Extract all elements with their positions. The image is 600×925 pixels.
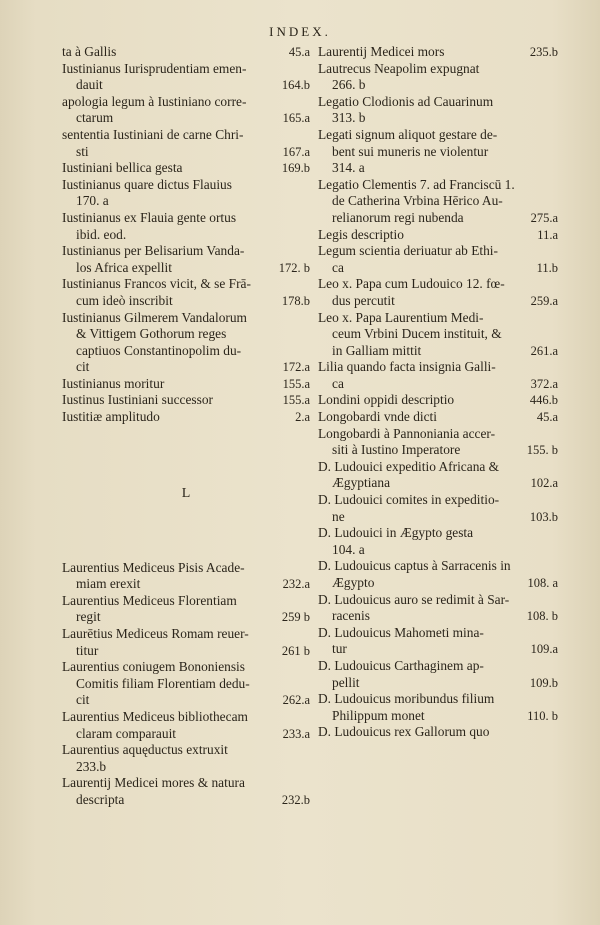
- index-entry: [318, 44, 558, 61]
- page-reference: 232.b: [281, 792, 310, 807]
- right-column: [318, 44, 558, 741]
- page-reference: 262.a: [282, 693, 310, 708]
- index-entry: [62, 160, 310, 177]
- index-entry: [318, 459, 558, 492]
- index-entry: [62, 310, 310, 376]
- entry-text: Leo x. Papa cum Ludouico 12. fœ-: [318, 276, 505, 292]
- entry-text: Laurentius coniugem Bononiensis: [62, 659, 245, 675]
- page-reference: 155.a: [282, 376, 310, 391]
- page-reference: 446.b: [529, 393, 558, 408]
- entry-text: sententia Iustiniani de carne Chri-: [62, 126, 244, 142]
- entry-text: ta à Gallis: [62, 44, 117, 59]
- page-reference: 172. b: [278, 260, 310, 275]
- entry-text: D. Ludouicus auro se redimit à Sar-: [318, 591, 510, 607]
- index-entry: [318, 359, 558, 392]
- entry-text: cum ideò inscribit: [76, 292, 173, 308]
- page-reference: 11.a: [537, 227, 558, 242]
- entry-text: siti à Iustino Imperatore: [332, 442, 461, 458]
- entry-text: ca: [332, 259, 344, 275]
- entry-text: Leo x. Papa Laurentium Medi-: [318, 309, 484, 325]
- entry-text: cit: [76, 359, 90, 375]
- index-entry: [62, 659, 310, 709]
- index-entry: [318, 177, 558, 227]
- index-entry: [318, 658, 558, 691]
- entry-text: Laurentius Mediceus bibliothecam: [62, 709, 248, 724]
- entry-text: miam erexit: [76, 576, 141, 592]
- page-reference: 259.a: [530, 293, 558, 308]
- page-reference: 167.a: [282, 144, 310, 159]
- entry-text: Longobardi à Pannoniania accer-: [318, 425, 496, 441]
- entry-text: Laurentius Mediceus Pisis Acade-: [62, 559, 245, 575]
- page-reference: 155.a: [282, 393, 310, 408]
- entry-text: Laurentius Mediceus Florentiam: [62, 592, 237, 608]
- entry-text: Iustinianus Francos vicit, & se Frā-: [62, 276, 251, 292]
- page-reference: 108. b: [526, 609, 558, 624]
- index-entry: [62, 243, 310, 276]
- index-entry: [318, 392, 558, 409]
- entry-text: Iustinianus Gilmerem Vandalorum: [62, 309, 247, 325]
- index-entry: [62, 409, 310, 426]
- index-entry: [318, 691, 558, 724]
- index-entry: [62, 626, 310, 659]
- page-reference: 233.a: [282, 726, 310, 741]
- index-entry: [318, 724, 558, 741]
- entry-text: Legati signum aliquot gestare de-: [318, 126, 498, 142]
- page-reference: 165.a: [282, 111, 310, 126]
- index-entry: [62, 177, 310, 210]
- entry-text: Iustiniani bellica gesta: [62, 160, 183, 176]
- entry-text: D. Ludouicus Carthaginem ap-: [318, 657, 484, 673]
- left-column: [62, 44, 310, 809]
- entry-text: in Galliam mittit: [332, 342, 422, 358]
- page-reference: 164.b: [281, 78, 310, 93]
- entry-text: sti: [76, 143, 89, 159]
- entry-text: D. Ludouicus Mahometi mina-: [318, 624, 484, 640]
- entry-text: tur: [332, 641, 347, 657]
- entry-text: 266. b: [332, 77, 366, 93]
- index-entry: [318, 592, 558, 625]
- section-letter-l: L: [181, 485, 191, 501]
- index-entry: [62, 94, 310, 127]
- entry-text: dauit: [76, 77, 103, 93]
- index-entry: [62, 560, 310, 593]
- entry-text: Lautrecus Neapolim expugnat: [318, 60, 480, 76]
- entry-text: Laurentij Medicei mors: [318, 44, 445, 59]
- entry-text: Philippum monet: [332, 707, 425, 723]
- page-reference: 102.a: [530, 476, 558, 491]
- left-l-entries: [62, 560, 310, 809]
- entry-text: 104. a: [332, 541, 365, 557]
- index-entry: [318, 558, 558, 591]
- entry-text: Laurentij Medicei mores & natura: [62, 775, 245, 791]
- index-entry: [62, 593, 310, 626]
- entry-text: Comitis filiam Florentiam dedu-: [76, 675, 250, 691]
- page-reference: 110. b: [527, 708, 558, 723]
- entry-text: los Africa expellit: [76, 259, 172, 275]
- entry-text: ca: [332, 375, 344, 391]
- index-entry: [318, 310, 558, 360]
- index-entry: [318, 243, 558, 276]
- entry-text: Iustinianus per Belisarium Vanda-: [62, 243, 245, 259]
- page-reference: 2.a: [295, 410, 310, 425]
- page-reference: 172.a: [282, 360, 310, 375]
- index-entry: [318, 127, 558, 177]
- entry-text: D. Ludouici comites in expeditio-: [318, 492, 500, 508]
- entry-text: & Vittigem Gothorum reges: [76, 326, 227, 342]
- entry-text: Legatio Clementis 7. ad Franciscū 1.: [318, 176, 515, 192]
- page-reference: 169.b: [281, 161, 310, 176]
- entry-text: claram comparauit: [76, 725, 177, 741]
- entry-text: ne: [332, 508, 345, 524]
- index-entry: [318, 426, 558, 459]
- section-gap: [62, 504, 310, 560]
- index-entry: [318, 492, 558, 525]
- entry-text: Legis descriptio: [318, 226, 404, 242]
- entry-text: D. Ludouicus moribundus filium: [318, 691, 495, 707]
- index-entry: [318, 525, 558, 558]
- index-entry: [318, 61, 558, 94]
- entry-text: Ægypto: [332, 575, 375, 590]
- entry-text: dus percutit: [332, 292, 395, 308]
- entry-text: racenis: [332, 608, 370, 624]
- entry-text: Longobardi vnde dicti: [318, 409, 437, 425]
- page-reference: 261 b: [281, 643, 310, 658]
- entry-text: D. Ludouicus rex Gallorum quo: [318, 724, 490, 740]
- entry-text: Legatio Clodionis ad Cauarinum: [318, 93, 494, 109]
- entry-text: D. Ludouicus captus à Sarracenis in: [318, 558, 511, 574]
- entry-text: Iustinus Iustiniani successor: [62, 392, 213, 408]
- page-reference: 261.a: [530, 343, 558, 358]
- index-entry: [62, 210, 310, 243]
- page-reference: 235.b: [529, 45, 558, 59]
- entry-text: 170. a: [76, 193, 109, 209]
- index-entry: [318, 227, 558, 244]
- entry-text: de Catherina Vrbina Hērico Au-: [332, 193, 503, 209]
- entry-text: Iustinianus Iurisprudentiam emen-: [62, 60, 247, 76]
- left-entries: [62, 44, 310, 426]
- page-reference: 232.a: [282, 577, 310, 592]
- entry-text: ibid. eod.: [76, 226, 127, 242]
- entry-text: Lilia quando facta insignia Galli-: [318, 359, 496, 375]
- entry-text: Iustinianus moritur: [62, 375, 165, 391]
- right-entries: [318, 44, 558, 741]
- entry-text: cit: [76, 692, 90, 708]
- entry-text: pellit: [332, 674, 360, 690]
- entry-text: ctarum: [76, 110, 114, 126]
- index-entry: [318, 625, 558, 658]
- entry-text: Legum scientia deriuatur ab Ethi-: [318, 243, 498, 259]
- entry-text: D. Ludouici in Ægypto gesta: [318, 525, 474, 541]
- index-entry: [62, 127, 310, 160]
- entry-text: Laurētius Mediceus Romam reuer-: [62, 626, 249, 642]
- index-entry: [62, 709, 310, 742]
- entry-text: descripta: [76, 791, 125, 807]
- index-entry: [62, 392, 310, 409]
- page-reference: 178.b: [281, 293, 310, 308]
- entry-text: Londini oppidi descriptio: [318, 392, 455, 408]
- entry-text: bent sui muneris ne violentur: [332, 143, 489, 159]
- entry-text: 313. b: [332, 110, 366, 126]
- entry-text: titur: [76, 642, 99, 658]
- index-entry: [62, 742, 310, 775]
- page-reference: 45.a: [536, 410, 558, 425]
- entry-text: Iustinianus quare dictus Flauius: [62, 176, 232, 192]
- page-reference: 275.a: [530, 210, 558, 225]
- page-reference: 155. b: [526, 443, 558, 458]
- page-header: INDEX.: [269, 24, 331, 39]
- index-entry: [62, 376, 310, 393]
- entry-text: 314. a: [332, 160, 365, 176]
- entry-text: regit: [76, 609, 101, 625]
- entry-text: Iustitiæ amplitudo: [62, 409, 160, 425]
- entry-text: D. Ludouici expeditio Africana &: [318, 458, 500, 474]
- entry-text: apologia legum à Iustiniano corre-: [62, 93, 247, 109]
- page-reference: 108. a: [527, 576, 558, 590]
- entry-text: Ægyptiana: [332, 475, 391, 491]
- entry-text: Iustinianus ex Flauia gente ortus: [62, 209, 237, 225]
- page-reference: 372.a: [530, 376, 558, 391]
- page-reference: 103.b: [529, 509, 558, 524]
- page-reference: 259 b: [281, 610, 310, 625]
- page-reference: 109.a: [530, 642, 558, 657]
- index-entry: [62, 44, 310, 61]
- entry-text: relianorum regi nubenda: [332, 209, 464, 225]
- index-entry: [62, 276, 310, 309]
- index-entry: [318, 94, 558, 127]
- index-entry: [62, 775, 310, 808]
- page-reference: 45.a: [288, 45, 310, 59]
- entry-text: ceum Vrbini Ducem instituit, &: [332, 326, 502, 342]
- entry-text: Laurentius aquęductus extruxit: [62, 742, 228, 758]
- page-reference: 11.b: [536, 260, 558, 275]
- page-reference: 109.b: [529, 675, 558, 690]
- entry-text: 233.b: [76, 758, 107, 774]
- index-entry: [318, 276, 558, 309]
- index-entry: [62, 61, 310, 94]
- entry-text: captiuos Constantinopolim du-: [76, 342, 242, 358]
- index-entry: [318, 409, 558, 426]
